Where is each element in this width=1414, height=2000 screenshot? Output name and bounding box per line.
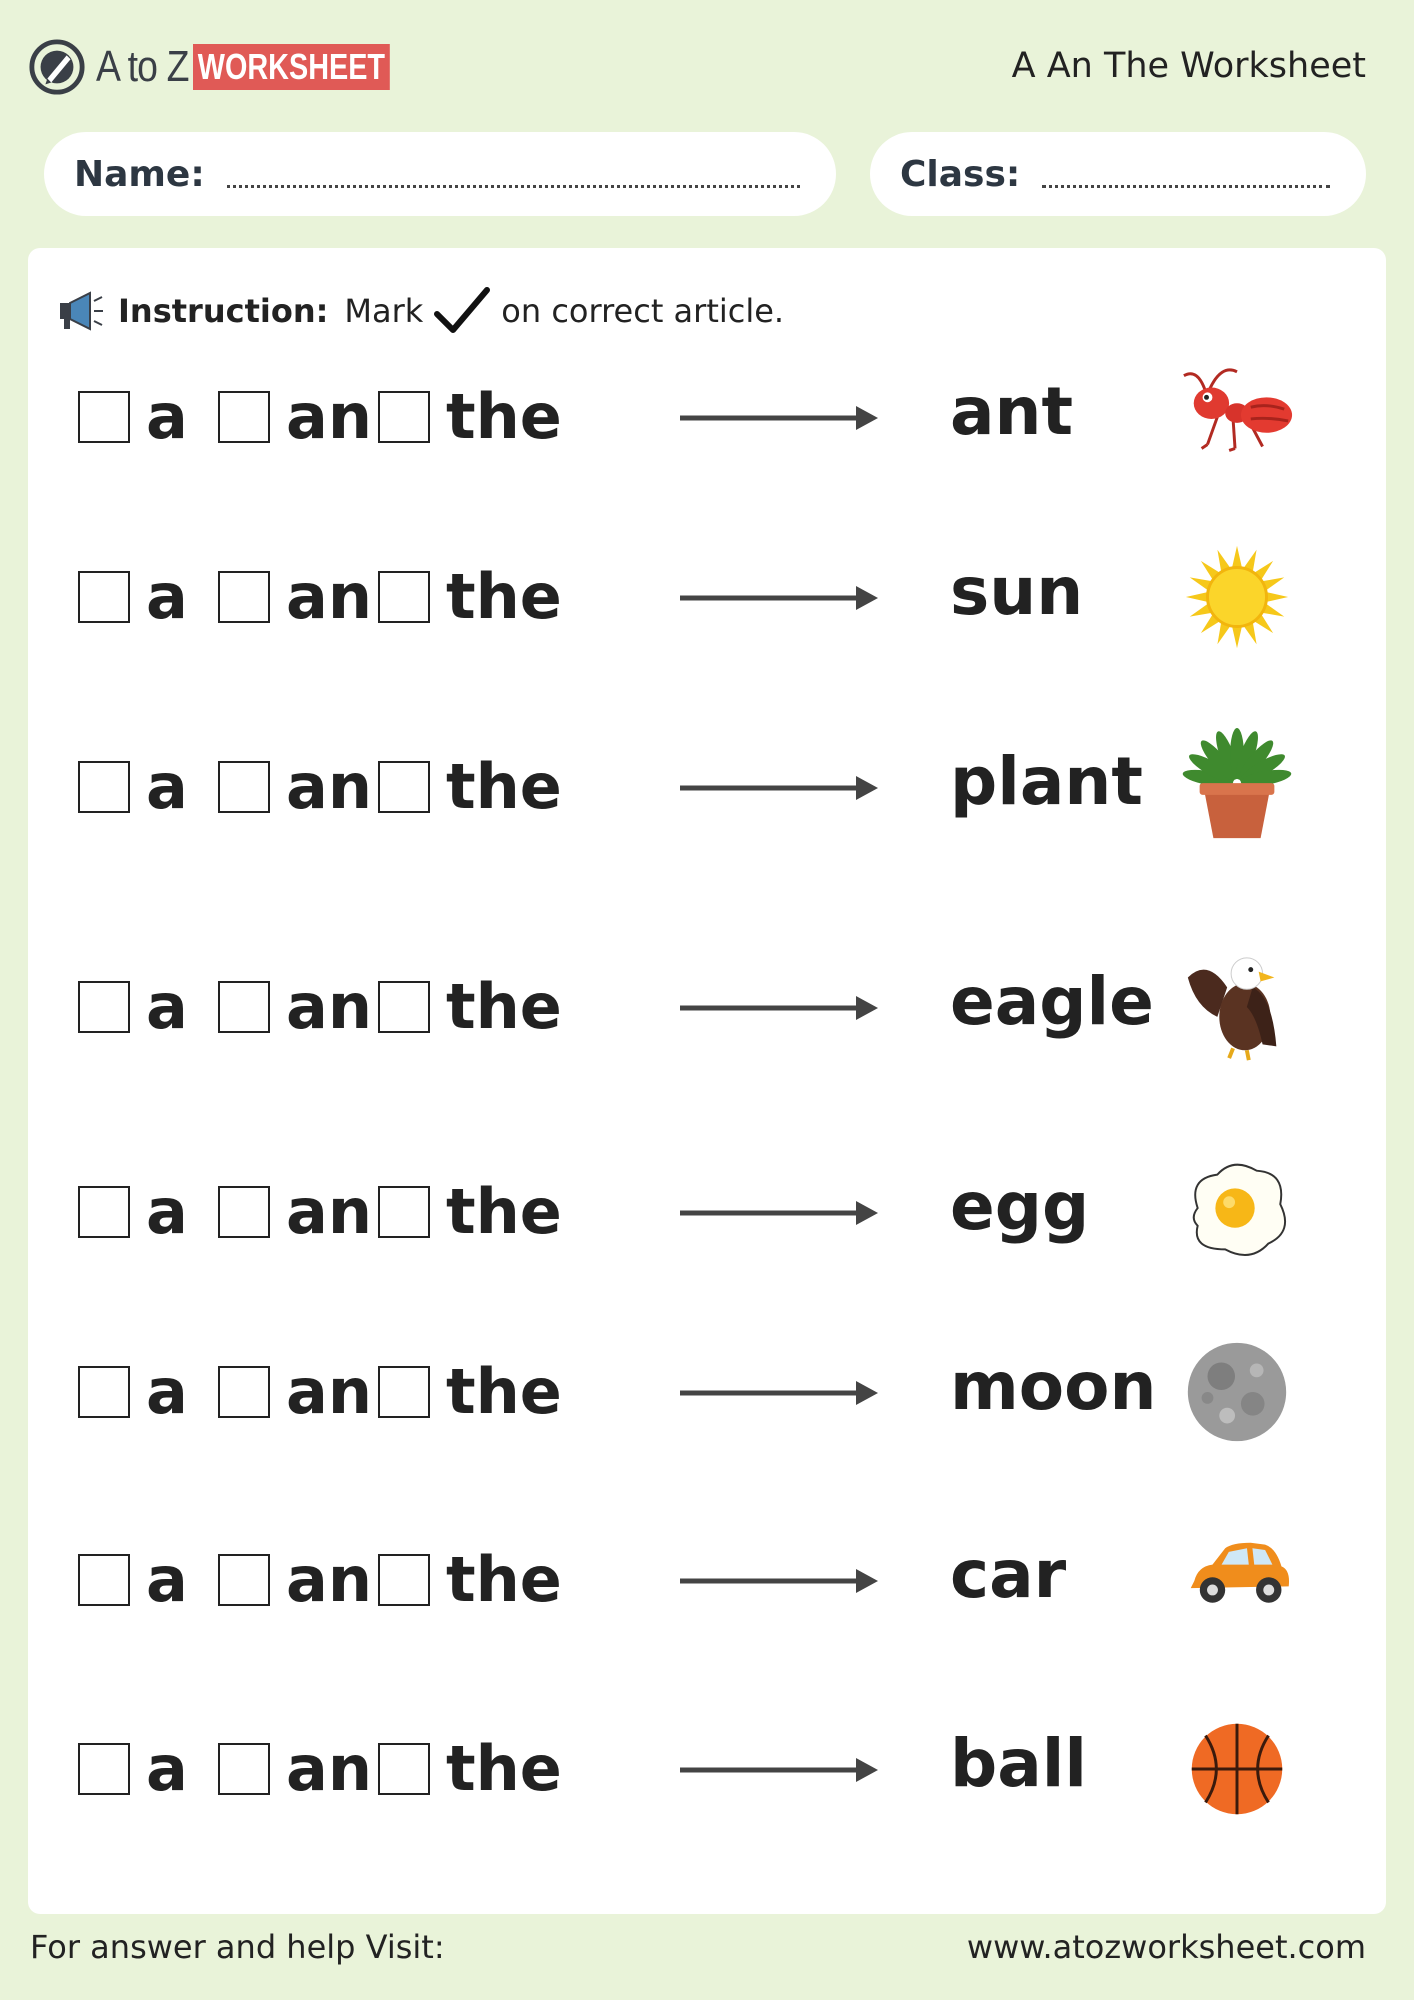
article-label: the [446, 1355, 562, 1428]
option-a[interactable] [78, 1734, 188, 1804]
noun-word: eagle [950, 963, 1154, 1040]
footer-website-link[interactable]: www.atozworksheet.com [966, 1928, 1366, 1966]
article-label: a [146, 1355, 188, 1428]
answer-checkbox[interactable] [218, 1743, 270, 1795]
answer-checkbox[interactable] [378, 761, 430, 813]
noun-word: car [950, 1536, 1067, 1613]
article-label: an [286, 970, 372, 1043]
article-label: a [146, 1543, 188, 1616]
question-row [28, 1153, 1386, 1273]
option-a[interactable] [78, 562, 188, 632]
option-the[interactable] [378, 1357, 562, 1427]
instruction-text-before: Mark [344, 292, 424, 330]
car-picture [1178, 1521, 1296, 1639]
article-label: a [146, 1732, 188, 1805]
answer-checkbox[interactable] [218, 571, 270, 623]
article-label: a [146, 970, 188, 1043]
name-dotted-line[interactable] [227, 161, 800, 188]
option-a[interactable] [78, 1177, 188, 1247]
question-row [28, 358, 1386, 478]
answer-checkbox[interactable] [218, 761, 270, 813]
article-label: an [286, 380, 372, 453]
noun-word: moon [950, 1348, 1157, 1425]
article-label: an [286, 1732, 372, 1805]
article-label: the [446, 380, 562, 453]
option-an[interactable] [218, 1357, 372, 1427]
option-an[interactable] [218, 562, 372, 632]
option-an[interactable] [218, 752, 372, 822]
instruction [56, 286, 784, 336]
answer-checkbox[interactable] [78, 571, 130, 623]
article-label: an [286, 1175, 372, 1248]
answer-checkbox[interactable] [218, 981, 270, 1033]
answer-checkbox[interactable] [378, 981, 430, 1033]
article-label: the [446, 560, 562, 633]
logo-text: A to Z [96, 42, 189, 91]
answer-checkbox[interactable] [78, 1186, 130, 1238]
noun-word: egg [950, 1168, 1090, 1245]
article-label: a [146, 560, 188, 633]
article-label: a [146, 380, 188, 453]
moon-picture [1178, 1333, 1296, 1451]
answer-checkbox[interactable] [78, 391, 130, 443]
option-the[interactable] [378, 1177, 562, 1247]
question-row [28, 1333, 1386, 1453]
checkmark-icon [433, 286, 491, 336]
answer-checkbox[interactable] [78, 761, 130, 813]
answer-checkbox[interactable] [378, 571, 430, 623]
option-a[interactable] [78, 752, 188, 822]
plant-picture [1178, 728, 1296, 846]
logo-badge: WORKSHEET [193, 44, 390, 90]
noun-word: ball [950, 1725, 1088, 1802]
option-the[interactable] [378, 1545, 562, 1615]
article-label: the [446, 1175, 562, 1248]
class-dotted-line[interactable] [1042, 161, 1330, 188]
article-label: an [286, 1543, 372, 1616]
article-label: a [146, 1175, 188, 1248]
right-arrow-icon [678, 1193, 880, 1233]
option-an[interactable] [218, 382, 372, 452]
answer-checkbox[interactable] [378, 391, 430, 443]
option-the[interactable] [378, 972, 562, 1042]
sun-picture [1178, 538, 1296, 656]
ant-picture [1178, 358, 1296, 476]
option-a[interactable] [78, 1357, 188, 1427]
class-field[interactable] [870, 132, 1366, 216]
question-row [28, 538, 1386, 658]
worksheet-title: A An The Worksheet [1011, 46, 1366, 86]
right-arrow-icon [678, 768, 880, 808]
pencil-logo-icon [28, 38, 86, 96]
answer-checkbox[interactable] [78, 1366, 130, 1418]
option-a[interactable] [78, 382, 188, 452]
instruction-text-after: on correct article. [501, 292, 785, 330]
option-the[interactable] [378, 382, 562, 452]
answer-checkbox[interactable] [218, 1186, 270, 1238]
answer-checkbox[interactable] [218, 391, 270, 443]
right-arrow-icon [678, 398, 880, 438]
article-label: a [146, 750, 188, 823]
megaphone-icon [56, 289, 106, 333]
noun-word: plant [950, 743, 1143, 820]
eagle-picture [1178, 948, 1296, 1066]
question-row [28, 728, 1386, 848]
article-label: an [286, 1355, 372, 1428]
question-row [28, 1521, 1386, 1641]
name-field[interactable] [44, 132, 836, 216]
class-label: Class: [900, 153, 1021, 195]
article-label: the [446, 970, 562, 1043]
brand-logo [28, 38, 439, 96]
answer-checkbox[interactable] [218, 1366, 270, 1418]
noun-word: sun [950, 553, 1084, 630]
answer-checkbox[interactable] [378, 1743, 430, 1795]
instruction-label: Instruction: [118, 292, 329, 330]
name-label: Name: [74, 153, 205, 195]
option-an[interactable] [218, 1177, 372, 1247]
answer-checkbox[interactable] [78, 1743, 130, 1795]
answer-checkbox[interactable] [78, 1554, 130, 1606]
option-an[interactable] [218, 1734, 372, 1804]
option-the[interactable] [378, 562, 562, 632]
right-arrow-icon [678, 988, 880, 1028]
article-label: the [446, 1543, 562, 1616]
article-label: an [286, 560, 372, 633]
article-label: the [446, 1732, 562, 1805]
noun-word: ant [950, 373, 1074, 450]
footer-help-text: For answer and help Visit: [30, 1928, 445, 1966]
right-arrow-icon [678, 1373, 880, 1413]
right-arrow-icon [678, 1561, 880, 1601]
right-arrow-icon [678, 1750, 880, 1790]
option-an[interactable] [218, 1545, 372, 1615]
option-the[interactable] [378, 1734, 562, 1804]
option-the[interactable] [378, 752, 562, 822]
answer-checkbox[interactable] [378, 1186, 430, 1238]
option-a[interactable] [78, 972, 188, 1042]
answer-checkbox[interactable] [78, 981, 130, 1033]
article-label: the [446, 750, 562, 823]
question-row [28, 1710, 1386, 1830]
ball-picture [1178, 1710, 1296, 1828]
egg-picture [1178, 1153, 1296, 1271]
answer-checkbox[interactable] [378, 1554, 430, 1606]
option-an[interactable] [218, 972, 372, 1042]
option-a[interactable] [78, 1545, 188, 1615]
article-label: an [286, 750, 372, 823]
answer-checkbox[interactable] [378, 1366, 430, 1418]
question-row [28, 948, 1386, 1068]
answer-checkbox[interactable] [218, 1554, 270, 1606]
right-arrow-icon [678, 578, 880, 618]
exercise-card [28, 248, 1386, 1914]
